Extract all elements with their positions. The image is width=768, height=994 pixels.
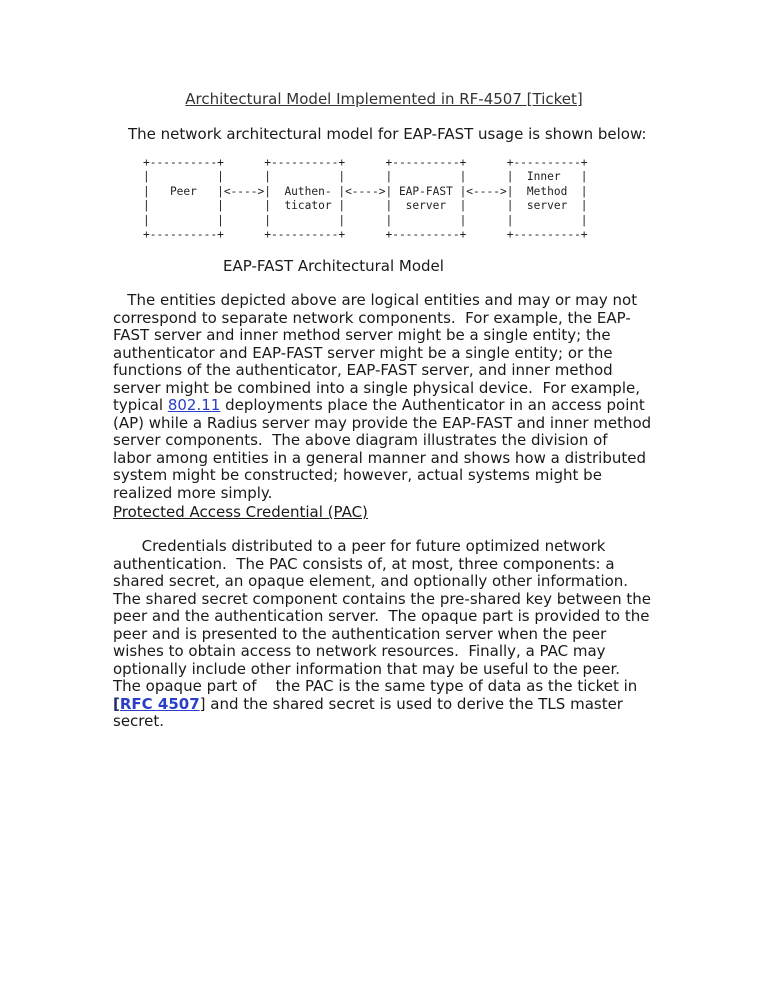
paragraph-line: optionally include other information that may be useful to the peer. (113, 659, 621, 678)
diagram-line: | | | ticator | | server | | server | (143, 199, 588, 213)
architecture-diagram (143, 156, 588, 242)
paragraph-line: system might be constructed; however, actual systems might be (113, 466, 602, 484)
paragraph-line: realized more simply. (113, 483, 273, 502)
diagram-line: | | | | | | | | (143, 213, 588, 227)
paragraph-line: correspond to separate network components. For example, the EAP- (113, 308, 631, 327)
bracket-open: [ (113, 694, 120, 713)
paragraph-line: peer and is presented to the authentication server when the peer (113, 624, 607, 643)
paragraph-line (113, 397, 673, 415)
paragraph-line: FAST server and inner method server might be a single entity; the (113, 326, 611, 344)
paragraph-line: functions of the authenticator, EAP-FAST server, and inner method (113, 361, 613, 379)
paragraph-line: The opaque part of the PAC is the same type of data as the ticket in (113, 677, 638, 695)
paragraph-line: labor among entities in a general manner and shows how a distributed (113, 448, 646, 467)
paragraph-line: The shared secret component contains the pre-shared key between the (113, 589, 651, 608)
diagram-line: | | | | | | | Inner | (143, 170, 588, 184)
diagram-line: +----------+ +----------+ +----------+ +----------+ (143, 228, 588, 242)
paragraph-line: authenticator and EAP-FAST server might be a single entity; or the (113, 343, 613, 362)
paragraph-line: server components. The above diagram illustrates the division of (113, 431, 608, 449)
link-rfc-4507[interactable]: RFC 4507 (119, 694, 200, 713)
pac-paragraph (113, 538, 673, 731)
paragraph-line: peer and the authentication server. The opaque part is provided to the (113, 607, 650, 625)
paragraph-line: authentication. The PAC consists of, at most, three components: a (113, 554, 615, 573)
paragraph-line: wishes to obtain access to network resources. Finally, a PAC may (113, 642, 606, 660)
link-802-11[interactable]: 802.11 (167, 396, 221, 414)
entities-paragraph (113, 292, 673, 502)
paragraph-line: shared secret, an opaque element, and optionally other information. (113, 572, 629, 590)
paragraph-line (113, 696, 673, 714)
paragraph-line: Credentials distributed to a peer for future optimized network (113, 537, 606, 555)
line-text: ] and the shared secret is used to derive the TLS master (199, 694, 623, 713)
paragraph-line: secret. (113, 712, 165, 730)
line-text: deployments place the Authenticator in an access point (220, 396, 645, 414)
paragraph-line: The entities depicted above are logical entities and may or may not (113, 291, 638, 309)
paragraph-line: server might be combined into a single physical device. For example, (113, 378, 640, 397)
diagram-line: | Peer |<---->| Authen- |<---->| EAP-FAST |<---->| Method | (143, 184, 588, 198)
diagram-caption: EAP-FAST Architectural Model (223, 257, 444, 275)
diagram-line: +----------+ +----------+ +----------+ +----------+ (143, 156, 588, 169)
document-title: Architectural Model Implemented in RF-4507 [Ticket] (185, 90, 583, 108)
pac-heading: Protected Access Credential (PAC) (113, 503, 368, 521)
intro-text: The network architectural model for EAP-FAST usage is shown below: (128, 125, 647, 143)
line-text: typical (113, 396, 168, 414)
paragraph-line: (AP) while a Radius server may provide the EAP-FAST and inner method (113, 413, 652, 432)
